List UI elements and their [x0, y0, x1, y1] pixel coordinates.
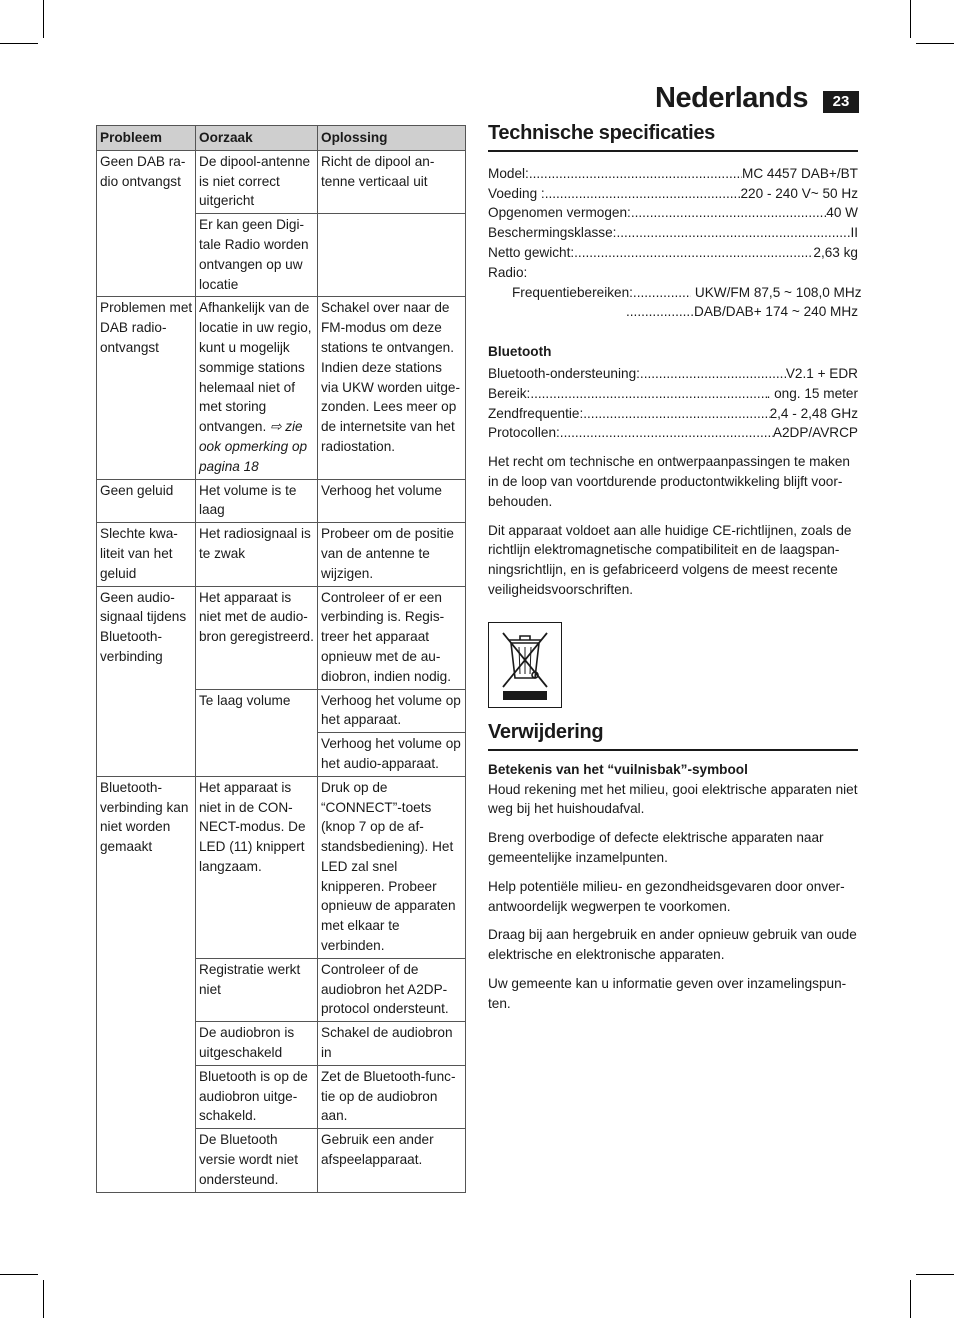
disposal-subtitle: Betekenis van het “vuilnisbak”-symbool: [488, 761, 748, 777]
solution-cell: Gebruik een ander afspeelapparaat.: [318, 1129, 466, 1192]
specs-note: Dit apparaat voldoet aan alle huidige CE-richtlijnen, zoals de richtlijn elektromagnetische compatibiliteit en de laagspan-ningsrichtlijn, en is gefabriceerd volgens de meest recente veiligheidsvoorschriften.: [488, 522, 852, 597]
crop-mark: [43, 1280, 44, 1318]
crop-mark: [0, 43, 38, 44]
problem-cell: Geen geluid: [97, 479, 196, 523]
solution-cell: Probeer om de positie van de antenne te wijzigen.: [318, 523, 466, 586]
leader-dots: [583, 404, 769, 424]
solution-cell: Controleer of de audiobron het A2DP-protocol ondersteunt.: [318, 958, 466, 1021]
spec-row: [488, 184, 858, 204]
specs-title: Technische specificaties: [488, 124, 858, 152]
cause-cell: Het apparaat is niet met de audio-bron geregistreerd.: [196, 586, 318, 689]
cause-cell: De dipool-antenne is niet correct uitgericht: [196, 150, 318, 213]
spec-row: [488, 203, 858, 223]
disposal-paragraph: Help potentiële milieu- en gezondheidsgevaren door onver-antwoordelijk wegwerpen te voorkomen.: [488, 878, 845, 914]
spec-row: [488, 283, 862, 303]
spec-label: Protocollen:: [488, 425, 560, 441]
problem-cell: Bluetooth-verbinding kan niet worden gemaakt: [97, 776, 196, 1192]
spec-value: 2,63 kg: [813, 244, 858, 260]
problem-cell: Slechte kwa-liteit van het geluid: [97, 523, 196, 586]
cause-cell: De audiobron is uitgeschakeld: [196, 1022, 318, 1066]
spec-value: . ong. 15 meter: [766, 385, 858, 401]
spec-value: UKW/FM 87,5 ~ 108,0 MHz: [694, 284, 862, 300]
cause-cell: Te laag volume: [196, 689, 318, 776]
spec-label: Bluetooth-ondersteuning:: [488, 365, 640, 381]
leader-dots: [574, 243, 813, 263]
troubleshooting-table: [96, 125, 466, 1193]
spec-label: Model:: [488, 165, 529, 181]
page-reference: ⇨ zie ook opmerking op pagina 18: [199, 419, 308, 474]
solution-cell: Schakel over naar de FM-modus om deze stations te ontvangen. Indien deze stations via UKW worden uitge-zonden. Lees meer op de internetsite van het radiostation.: [318, 297, 466, 479]
disposal-section: [488, 723, 858, 1014]
cause-text: Afhankelijk van de locatie in uw regio, kunt u mogelijk sommige stations helemaal niet of met storing ontvangen.: [199, 300, 312, 435]
solution-cell: Schakel de audiobron in: [318, 1022, 466, 1066]
solution-cell: Richt de dipool an-tenne verticaal uit: [318, 150, 466, 213]
disposal-paragraph: Uw gemeente kan u informatie geven over inzamelingspun-ten.: [488, 975, 847, 1011]
table-row: [97, 776, 466, 958]
spec-row: [488, 302, 858, 322]
spec-row: [488, 164, 858, 184]
spec-value: V2.1 + EDR: [785, 365, 858, 381]
leader-dots: [626, 302, 694, 322]
solution-cell: Controleer of er een verbinding is. Regis-treer het apparaat opnieuw met de au-diobron, indien nodig.: [318, 586, 466, 689]
specs-section: [488, 122, 862, 600]
crop-mark: [0, 1274, 38, 1275]
spec-value: 220 - 240 V~ 50 Hz: [740, 185, 858, 201]
disposal-paragraph: Houd rekening met het milieu, gooi elektrische apparaten niet weg bij het huishoudafval.: [488, 781, 858, 817]
solution-cell: Verhoog het volume: [318, 479, 466, 523]
cause-cell: Registratie werkt niet: [196, 958, 318, 1021]
spec-label: Netto gewicht:: [488, 244, 575, 260]
problem-cell: Geen audio-signaal tijdens Bluetooth-verbinding: [97, 586, 196, 776]
disposal-paragraph: Draag bij aan hergebruik en ander opnieuw gebruik van oude elektrische en elektronische apparaten.: [488, 927, 857, 963]
bluetooth-title: Bluetooth: [488, 344, 552, 360]
spec-label: Beschermingsklasse:: [488, 225, 617, 241]
crop-mark: [910, 0, 911, 38]
crop-mark: [910, 1280, 911, 1318]
spec-value: A2DP/AVRCP: [772, 425, 858, 441]
spec-value: 2,4 - 2,48 GHz: [769, 405, 858, 421]
problem-cell: Problemen met DAB radio-ontvangst: [97, 297, 196, 479]
header-oorzaak: Oorzaak: [196, 126, 318, 151]
spec-label: Opgenomen vermogen:: [488, 205, 631, 221]
spec-row: [488, 423, 858, 443]
problem-cell: Geen DAB ra-dio ontvangst: [97, 150, 196, 297]
spec-value: II: [850, 225, 858, 241]
leader-dots: [616, 223, 850, 243]
cause-cell: Het apparaat is niet in de CON-NECT-modus. De LED (11) knippert langzaam.: [196, 776, 318, 958]
crop-mark: [916, 43, 954, 44]
table-header-row: [97, 126, 466, 151]
solution-cell: Druk op de “CONNECT”-toets (knop 7 op de af-standsbediening). Het LED zal snel knipperen. Probeer opnieuw de apparaten met elkaar te verbinden.: [318, 776, 466, 958]
crop-mark: [916, 1274, 954, 1275]
cause-cell: Het volume is te laag: [196, 479, 318, 523]
leader-dots: [545, 184, 741, 204]
spec-label: Voeding :: [488, 185, 545, 201]
solution-cell: Verhoog het volume op het audio-apparaat.: [318, 733, 466, 777]
spec-row: [488, 223, 858, 243]
table-row: [97, 150, 466, 213]
leader-dots: [640, 364, 786, 384]
table-row: [97, 586, 466, 689]
page-number: 23: [823, 91, 859, 113]
radio-label: Radio:: [488, 264, 528, 280]
cause-cell: Bluetooth is op de audiobron uitge-schakeld.: [196, 1065, 318, 1128]
spec-row: [488, 404, 858, 424]
spec-row: [488, 384, 858, 404]
table-row: [97, 297, 466, 479]
disposal-paragraph: Breng overbodige of defecte elektrische apparaten naar gemeentelijke inzamelpunten.: [488, 830, 824, 865]
specs-note: Het recht om technische en ontwerpaanpassingen te maken in de loop van voortdurende productontwikkeling blijft voor-behouden.: [488, 454, 850, 509]
table-row: [97, 479, 466, 523]
crop-mark: [43, 0, 44, 38]
spec-label: Zendfrequentie:: [488, 405, 584, 421]
solution-cell: Verhoog het volume op het apparaat.: [318, 689, 466, 733]
spec-value: MC 4457 DAB+/BT: [742, 165, 858, 181]
cause-cell: Er kan geen Digi-tale Radio worden ontvangen op uw locatie: [196, 214, 318, 297]
leader-dots: [631, 203, 826, 223]
spec-label: Bereik:: [488, 385, 531, 401]
leader-dots: [560, 423, 773, 443]
spec-row: [488, 364, 858, 384]
cause-cell: [196, 297, 318, 479]
disposal-title: Verwijdering: [488, 723, 858, 751]
cause-cell: Het radiosignaal is te zwak: [196, 523, 318, 586]
spec-row: [488, 243, 858, 263]
leader-dots: [529, 164, 742, 184]
spec-label: Frequentiebereiken:: [512, 284, 633, 300]
leader-dots: [633, 283, 691, 303]
header-oplossing: Oplossing: [318, 126, 466, 151]
solution-cell: [318, 214, 466, 297]
cause-cell: De Bluetooth versie wordt niet ondersteund.: [196, 1129, 318, 1192]
spec-value: DAB/DAB+ 174 ~ 240 MHz: [694, 304, 858, 320]
table-row: [97, 523, 466, 586]
leader-dots: [530, 384, 766, 404]
page-language-title: Nederlands: [655, 82, 808, 114]
header-probleem: Probleem: [97, 126, 196, 151]
crossed-out-bin-icon: [488, 622, 562, 708]
spec-value: 40 W: [826, 205, 858, 221]
solution-cell: Zet de Bluetooth-func-tie op de audiobron aan.: [318, 1065, 466, 1128]
